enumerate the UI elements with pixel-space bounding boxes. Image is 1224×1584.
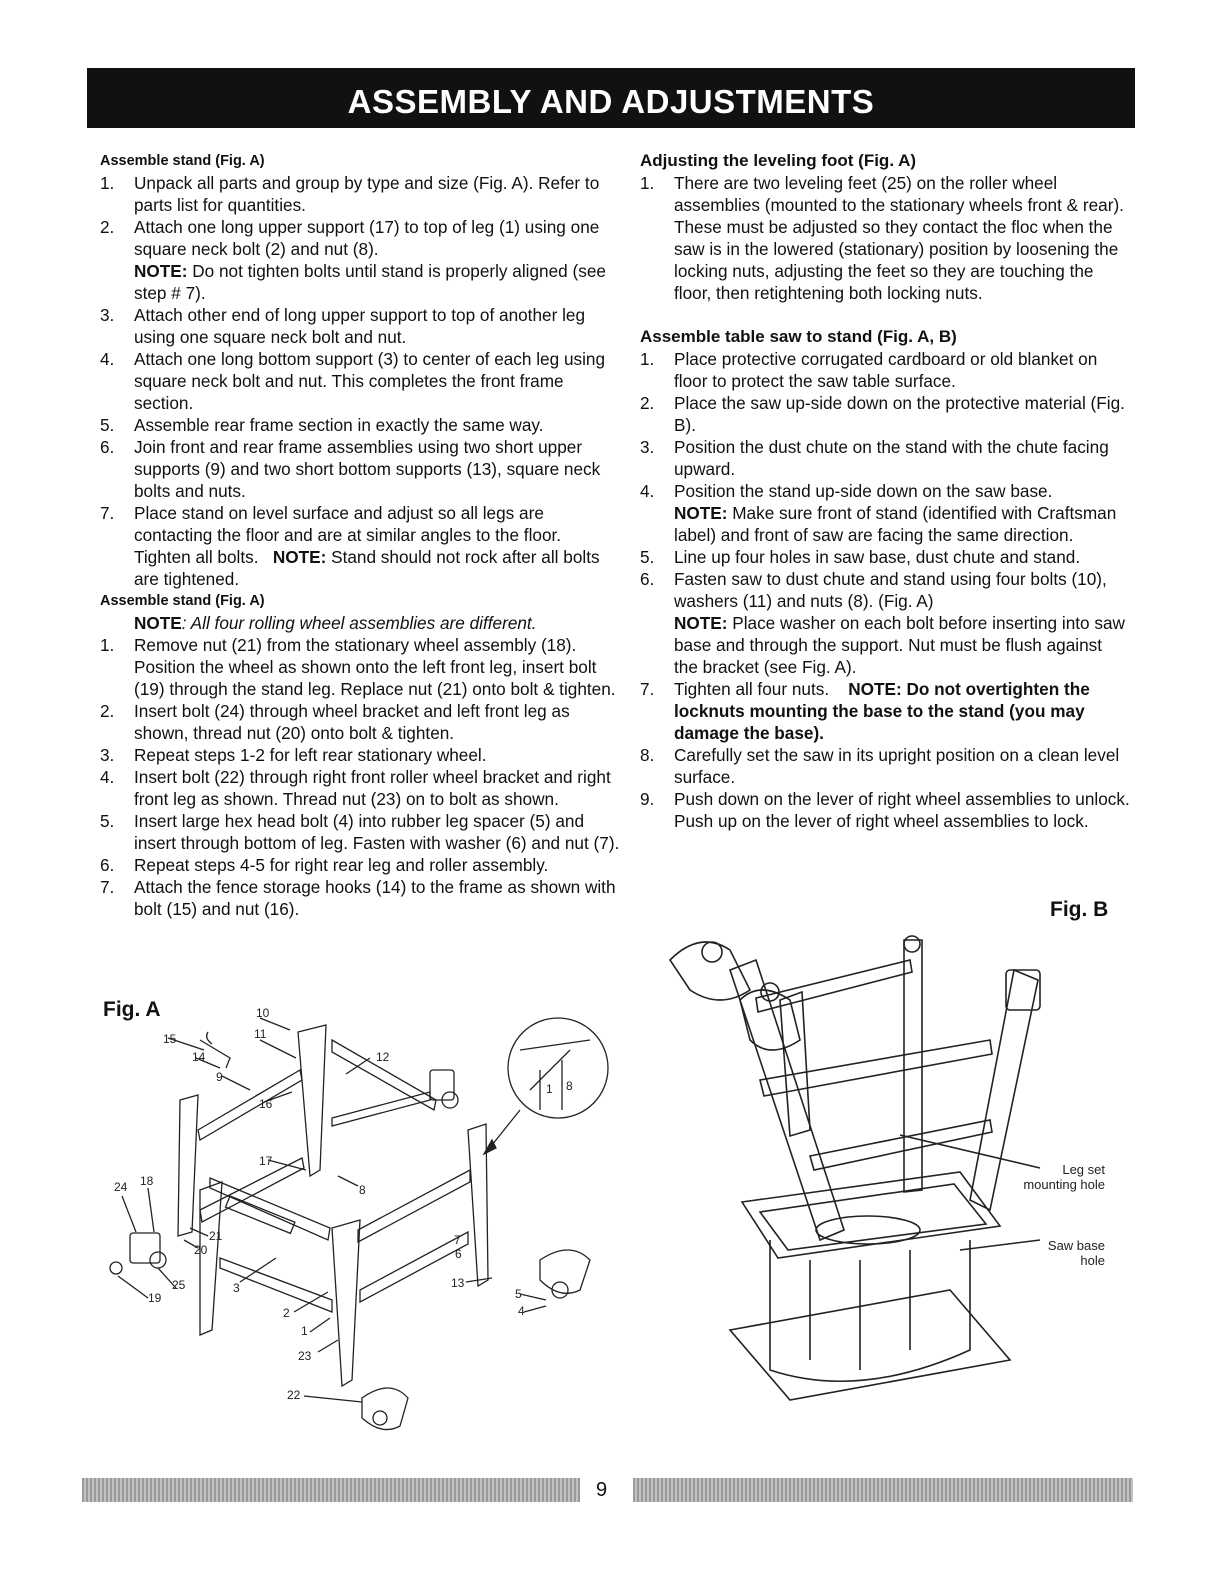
- left-column: [100, 150, 620, 920]
- fig-a-callout: 10: [256, 1006, 270, 1020]
- wheel-steps: [100, 634, 620, 920]
- list-item: 3. Attach other end of long upper support to top of another leg using one square neck bolt and nut.: [100, 305, 586, 347]
- fig-a-callout: 6: [455, 1247, 462, 1261]
- list-item: 1. There are two leveling feet (25) on the roller wheel assemblies (mounted to the stationary wheels front & rear). These must be adjusted so they contact the floc when the saw is in the lowered (stationary) position by loosening the locking nuts, adjusting the feet so they are touching the floor, then retightening both locking nuts.: [640, 173, 1124, 303]
- list-item: 5. Insert large hex head bolt (4) into rubber leg spacer (5) and insert through bottom of leg. Fasten with washer (6) and nut (7).: [100, 811, 620, 853]
- list-item: 2. Insert bolt (24) through wheel bracket and left front leg as shown, thread nut (20) onto bolt & tighten.: [100, 701, 570, 743]
- fig-a-callout: 22: [287, 1388, 301, 1402]
- fig-a-callout: 16: [259, 1097, 273, 1111]
- fig-a-callout: 12: [376, 1050, 390, 1064]
- fig-a-callout: 11: [254, 1027, 267, 1041]
- list-item: 1. Unpack all parts and group by type and size (Fig. A). Refer to parts list for quantities.: [100, 173, 600, 215]
- footer-bar-left: [82, 1478, 580, 1502]
- fig-b-saw-base-hole-callout: Saw base hole: [1047, 1238, 1105, 1268]
- right-column: [640, 150, 1130, 832]
- fig-b-label: Fig. B: [1050, 898, 1109, 921]
- list-item: 9. Push down on the lever of right wheel assemblies to unlock. Push up on the lever of right wheel assemblies to lock.: [640, 789, 1130, 831]
- list-item: 7. Attach the fence storage hooks (14) to the frame as shown with bolt (15) and nut (16).: [100, 877, 616, 919]
- list-item: 3. Repeat steps 1-2 for left rear stationary wheel.: [100, 745, 487, 765]
- list-item: 6. Repeat steps 4-5 for right rear leg and roller assembly.: [100, 855, 549, 875]
- fig-a-callout: 2: [283, 1306, 290, 1320]
- fig-a-callout: 1: [301, 1324, 308, 1338]
- section-heading-leveling-foot: Adjusting the leveling foot (Fig. A): [640, 151, 917, 170]
- list-item: 2. Attach one long upper support (17) to top of leg (1) using one square neck bolt (2) and nut (8). NOTE: Do not tighten bolts until stand is properly aligned (see step # 7).: [100, 217, 606, 303]
- list-item: 6. Join front and rear frame assemblies using two short upper supports (9) and two short bottom supports (13), square neck bolts and nuts.: [100, 437, 601, 501]
- fig-a-callout: 4: [518, 1304, 525, 1318]
- list-item: 2. Place the saw up-side down on the protective material (Fig. B).: [640, 393, 1125, 435]
- list-item: 1. Remove nut (21) from the stationary wheel assembly (18). Position the wheel as shown onto the left front leg, insert bolt (19) through the stand leg. Replace nut (21) onto bolt & tighten.: [100, 635, 616, 699]
- fig-a-callout: 14: [192, 1050, 206, 1064]
- list-item: 3. Position the dust chute on the stand with the chute facing upward.: [640, 437, 1109, 479]
- fig-a-callout: 13: [451, 1276, 465, 1290]
- fig-a-callout: 17: [259, 1154, 273, 1168]
- fig-a-callout: 7: [454, 1233, 461, 1247]
- saw-steps: [640, 348, 1130, 832]
- list-item: 5. Assemble rear frame section in exactly the same way.: [100, 415, 544, 435]
- footer-bar-right: [633, 1478, 1133, 1502]
- fig-a-callout: 25: [172, 1278, 186, 1292]
- fig-a-callout: 15: [163, 1032, 177, 1046]
- leveling-steps: [640, 172, 1130, 304]
- list-item: 4. Attach one long bottom support (3) to center of each leg using square neck bolt and nut. This completes the front frame section.: [100, 349, 606, 413]
- list-item: 1. Place protective corrugated cardboard or old blanket on floor to protect the saw table surface.: [640, 349, 1098, 391]
- page-number: 9: [596, 1479, 608, 1501]
- page-title: ASSEMBLY AND ADJUSTMENTS: [347, 83, 875, 120]
- assemble-stand-steps: [100, 172, 620, 590]
- list-item: 4. Position the stand up-side down on the saw base. NOTE: Make sure front of stand (identified with Craftsman label) and front of saw are facing the same direction.: [640, 481, 1117, 545]
- fig-a-callout: 21: [209, 1229, 223, 1243]
- section-heading-assemble-stand-wheels: Assemble stand (Fig. A): [100, 593, 265, 609]
- list-item: 6. Fasten saw to dust chute and stand using four bolts (10), washers (11) and nuts (8). (Fig. A) NOTE: Place washer on each bolt before inserting into saw base and through the support. Nut must be flush against the bracket (see Fig. A).: [640, 569, 1125, 677]
- list-item: 4. Insert bolt (22) through right front roller wheel bracket and right front leg as shown. Thread nut (23) on to bolt as shown.: [100, 767, 611, 809]
- page-header: [87, 68, 1135, 128]
- fig-a-callout: 3: [233, 1281, 240, 1295]
- list-item: 5. Line up four holes in saw base, dust chute and stand.: [640, 547, 1081, 567]
- fig-a-exploded-stand-diagram: [100, 1000, 620, 1440]
- fig-a-callout: 9: [216, 1070, 223, 1084]
- list-item: 7. Tighten all four nuts. NOTE: Do not overtighten the locknuts mounting the base to the stand (you may damage the base).: [640, 679, 1090, 743]
- fig-a-callout: 24: [114, 1180, 128, 1194]
- list-item: 8. Carefully set the saw in its upright position on a clean level surface.: [640, 745, 1120, 787]
- fig-a-callout: 1: [546, 1082, 553, 1096]
- section-heading-assemble-saw: Assemble table saw to stand (Fig. A, B): [640, 327, 957, 346]
- fig-a-callout: 18: [140, 1174, 154, 1188]
- fig-a-label: Fig. A: [103, 998, 161, 1021]
- fig-b-leg-mounting-hole-callout: Leg set mounting hole: [1023, 1162, 1105, 1192]
- section-heading-assemble-stand: Assemble stand (Fig. A): [100, 153, 265, 169]
- fig-a-callout: 8: [566, 1079, 573, 1093]
- wheel-note: NOTE: All four rolling wheel assemblies are different.: [134, 613, 537, 633]
- list-item: 7. Place stand on level surface and adjust so all legs are contacting the floor and are at similar angles to the floor. Tighten all bolts. NOTE: Stand should not rock after all bolts are tightened.: [100, 503, 600, 589]
- fig-a-callout: 8: [359, 1183, 366, 1197]
- fig-a-callout: 5: [515, 1287, 522, 1301]
- fig-a-callout: 19: [148, 1291, 162, 1305]
- fig-a-callout: 23: [298, 1349, 312, 1363]
- fig-a-callout: 20: [194, 1243, 208, 1257]
